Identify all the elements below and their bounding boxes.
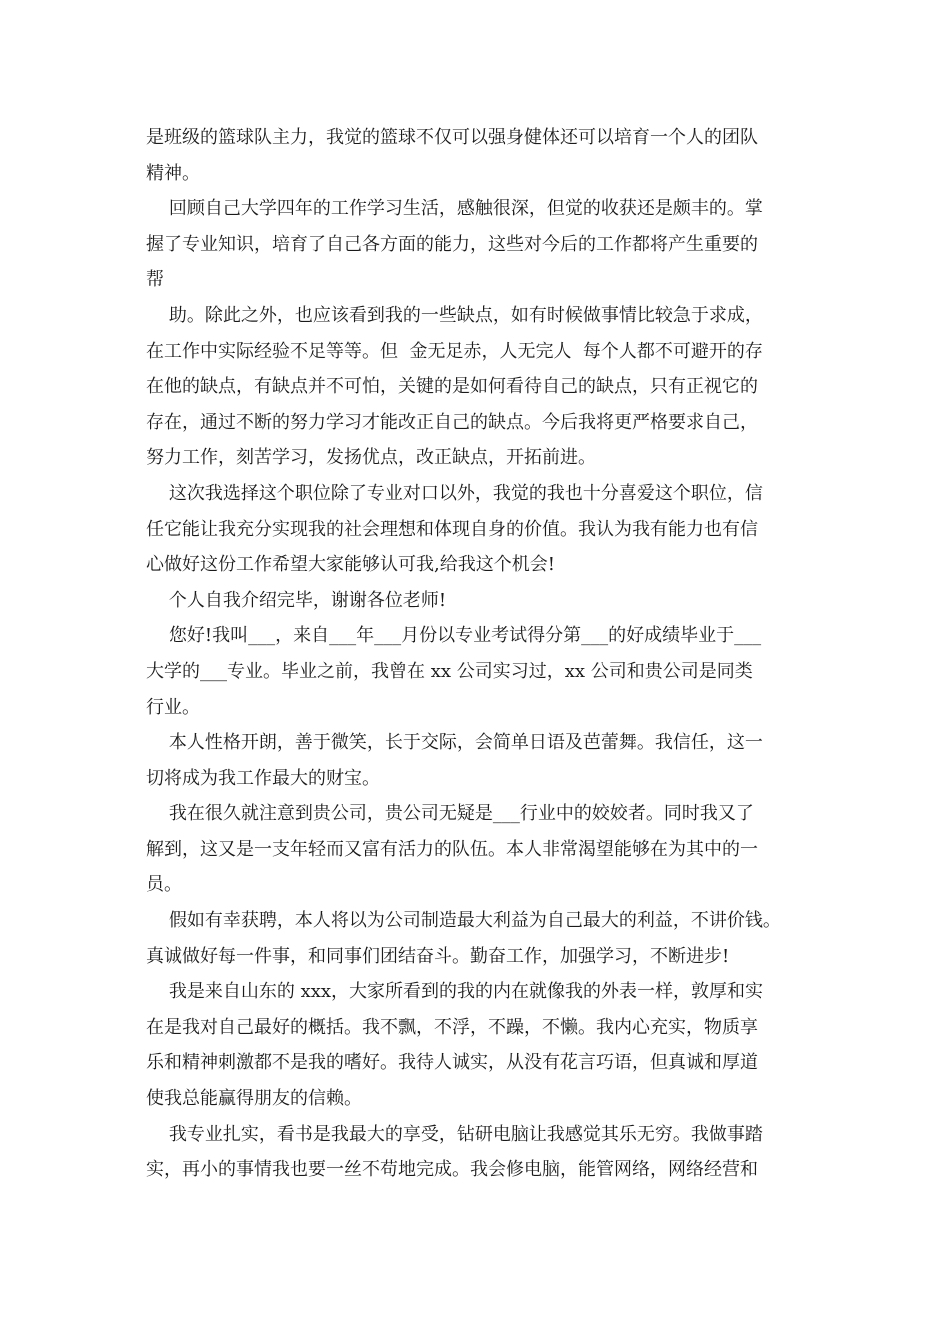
text-line: 乐和精神刺激都不是我的嗜好。我待人诚实，从没有花言巧语，但真诚和厚道 <box>146 1052 758 1074</box>
text-line: 行业。 <box>146 696 200 718</box>
text-line: 帮 <box>146 269 164 291</box>
text-line: 存在，通过不断的努力学习才能改正自己的缺点。今后我将更严格要求自己， <box>146 411 758 433</box>
text-line: 精神。 <box>146 162 200 184</box>
text-line: 任它能让我充分实现我的社会理想和体现自身的价值。我认为我有能力也有信 <box>146 518 758 540</box>
text-line: 心做好这份工作希望大家能够认可我,给我这个机会! <box>146 554 555 576</box>
text-line: 本人性格开朗，善于微笑，长于交际，会简单日语及芭蕾舞。我信任，这一 <box>146 732 763 754</box>
text-line: 实，再小的事情我也要一丝不苟地完成。我会修电脑，能管网络，网络经营和 <box>146 1159 758 1181</box>
text-line: 假如有幸获聘，本人将以为公司制造最大利益为自己最大的利益，不讲价钱。 <box>146 910 781 932</box>
text-line: 我专业扎实，看书是我最大的享受，钻研电脑让我感觉其乐无穷。我做事踏 <box>146 1123 763 1145</box>
text-line: 我在很久就注意到贵公司，贵公司无疑是___行业中的姣姣者。同时我又了 <box>146 803 754 825</box>
text-line: 您好!我叫___，来自___年___月份以专业考试得分第___的好成绩毕业于___ <box>146 625 762 647</box>
text-line: 个人自我介绍完毕，谢谢各位老师! <box>146 589 447 611</box>
text-line: 助。除此之外，也应该看到我的一些缺点，如有时候做事情比较急于求成， <box>146 304 763 326</box>
text-line: 使我总能赢得朋友的信赖。 <box>146 1088 362 1110</box>
text-line: 解到，这又是一支年轻而又富有活力的队伍。本人非常渴望能够在为其中的一 <box>146 838 758 860</box>
text-line: 员。 <box>146 874 182 896</box>
text-line: 切将成为我工作最大的财宝。 <box>146 767 380 789</box>
text-line: 大学的___专业。毕业之前，我曾在 xx 公司实习过，xx 公司和贵公司是同类 <box>146 660 753 682</box>
text-line: 我是来自山东的 xxx，大家所看到的我的内在就像我的外表一样，敦厚和实 <box>146 981 764 1003</box>
text-line: 这次我选择这个职位除了专业对口以外，我觉的我也十分喜爱这个职位，信 <box>146 482 763 504</box>
text-line: 是班级的篮球队主力，我觉的篮球不仅可以强身健体还可以培育一个人的团队 <box>146 127 758 148</box>
text-line: 真诚做好每一件事，和同事们团结奋斗。勤奋工作，加强学习，不断进步! <box>146 945 730 967</box>
text-line: 努力工作，刻苦学习，发扬优点，改正缺点，开拓前进。 <box>146 447 596 469</box>
text-line: 在是我对自己最好的概括。我不飘，不浮，不躁，不懒。我内心充实，物质享 <box>146 1016 758 1038</box>
text-line: 在工作中实际经验不足等等。但 金无足赤，人无完人 每个人都不可避开的存 <box>146 340 763 362</box>
text-line: 握了专业知识，培育了自己各方面的能力，这些对今后的工作都将产生重要的 <box>146 233 758 255</box>
document-text-body <box>146 120 836 1188</box>
text-line: 回顾自己大学四年的工作学习生活，感触很深，但觉的收获还是颇丰的。掌 <box>146 198 763 220</box>
text-line: 在他的缺点，有缺点并不可怕，关键的是如何看待自己的缺点，只有正视它的 <box>146 376 758 398</box>
